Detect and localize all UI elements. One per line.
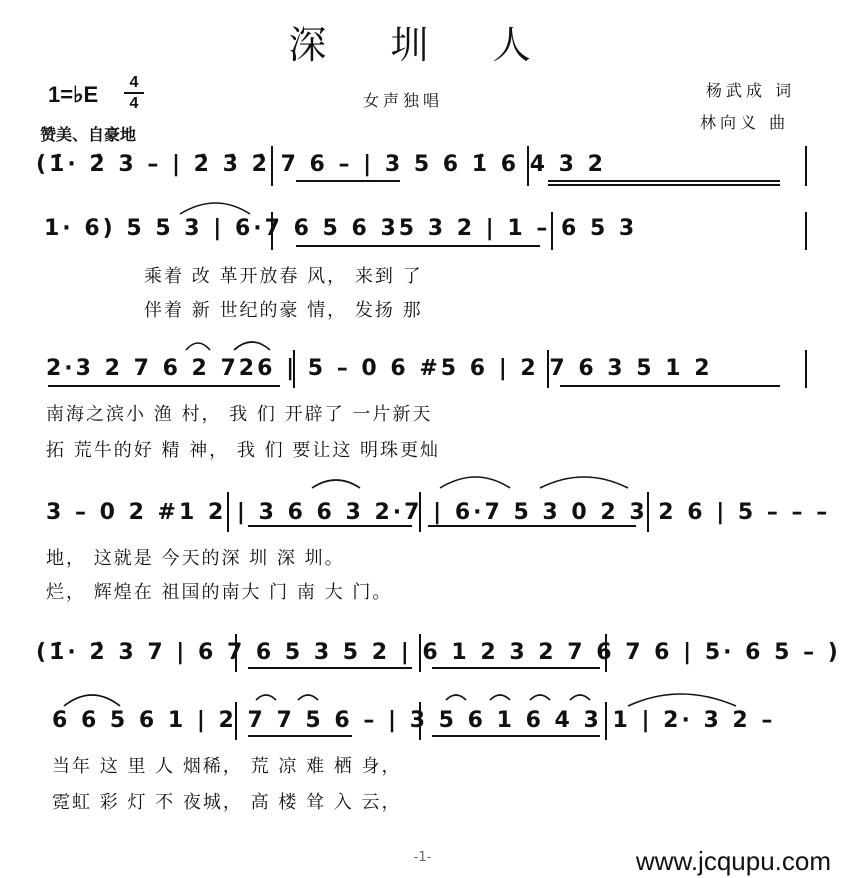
system-4-lyrics-verse-2: 烂， 辉煌在 祖国的南大 门 南 大 门。 <box>46 582 393 603</box>
slur <box>186 343 210 350</box>
system-3-lyrics-verse-2: 拓 荒牛的好 精 神， 我 们 要让这 明珠更灿 <box>46 440 441 461</box>
system-2-notes: 1· 6) 5 5 3 | 6·7 6 5 6 35 3 2 | 1 – 6 5 3 <box>44 216 638 241</box>
website-watermark: www.jcqupu.com <box>635 846 831 876</box>
page-number: -1- <box>413 850 432 865</box>
system-6-notes: 6 6 5 6 1 | 2 7 7 5 6 – | 3 5 6 1 6 4 3 1 | 2· 3 2 – <box>52 708 776 733</box>
slur <box>570 695 590 700</box>
composer-credit: 林向义 曲 <box>700 113 790 132</box>
expression-marking: 赞美、自豪地 <box>40 125 137 144</box>
system-3-notes: 2·3 2 7 6 2 726 | 5 – 0 6 #5 6 | 2 7 6 3 5 1 2 <box>46 356 713 381</box>
system-1-notes: (1̇· 2̇ 3 – | 2̇ 3̇ 2̇ 7 6 – | 3 5 6 1̇ 6 4 3 2 <box>36 152 606 177</box>
slurs <box>64 203 736 706</box>
beams <box>48 181 780 736</box>
slur <box>256 695 276 700</box>
lyricist-credit: 杨武成 词 <box>706 81 796 100</box>
slur <box>298 695 318 700</box>
slur <box>64 695 120 706</box>
key-signature: 1=♭E <box>48 82 99 107</box>
system-2-lyrics-verse-1: 乘着 改 革开放春 风， 来到 了 <box>144 266 423 287</box>
slur <box>446 695 466 700</box>
slur <box>180 203 250 214</box>
system-2-lyrics-verse-2: 伴着 新 世纪的豪 情， 发扬 那 <box>144 300 423 321</box>
slur <box>490 695 510 700</box>
system-3-lyrics-verse-1: 南海之滨小 渔 村， 我 们 开辟了 一片新天 <box>46 404 433 425</box>
performance-type: 女声独唱 <box>363 91 444 110</box>
slur <box>628 694 736 706</box>
system-4-notes: 3 – 0 2 #1 2 | 3 6 6 3 2·7 | 6·7 5 3 0 2 3 2 6 | 5 – – – <box>46 500 831 525</box>
page-title: 深 圳 人 <box>288 23 557 67</box>
slur <box>530 695 550 700</box>
system-6-lyrics-verse-2: 霓虹 彩 灯 不 夜城， 高 楼 耸 入 云， <box>52 792 402 813</box>
slur <box>312 480 360 488</box>
system-5-notes: (1̇· 2̇ 3 7 | 6 7 6 5 3 5 2 | 6 1 2 3 2 7 6 7 6 | 5· 6 5 – ) <box>36 640 841 665</box>
system-6-lyrics-verse-1: 当年 这 里 人 烟稀， 荒 凉 难 栖 身， <box>52 756 402 777</box>
slur <box>540 477 628 488</box>
system-4-lyrics-verse-1: 地， 这就是 今天的深 圳 深 圳。 <box>46 548 345 569</box>
slur <box>440 477 510 488</box>
time-signature-top: 4 <box>129 74 139 91</box>
slur <box>234 342 270 350</box>
time-signature-bottom: 4 <box>129 95 139 112</box>
